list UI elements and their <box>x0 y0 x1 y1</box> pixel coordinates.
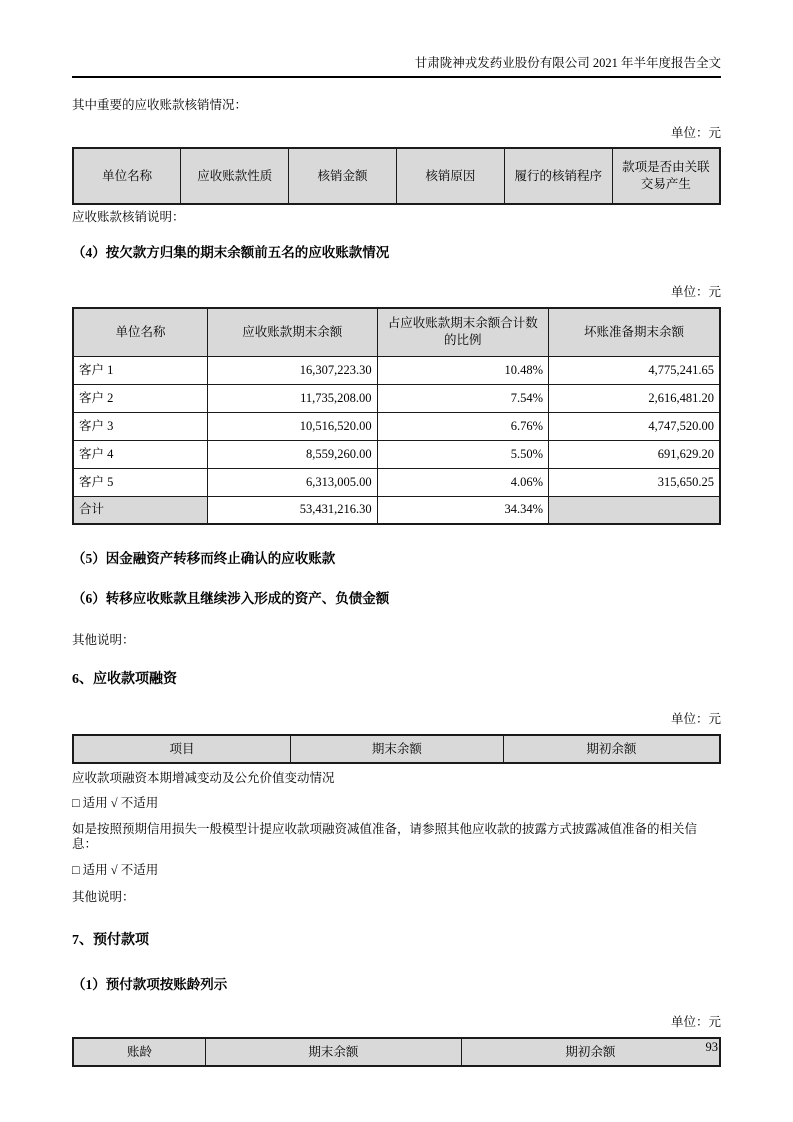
bad-debt-balance: 4,747,520.00 <box>549 412 720 440</box>
total-balance: 53,431,216.30 <box>208 496 378 524</box>
prepayments-aging-table <box>72 1037 721 1067</box>
col-header: 款项是否由关联交易产生 <box>612 148 720 204</box>
bad-debt-balance: 2,616,481.20 <box>549 384 720 412</box>
heading-derecognized-receivables: （5）因金融资产转移而终止确认的应收账款 <box>72 551 336 566</box>
table-header-row <box>73 148 720 204</box>
table-header-row <box>73 1038 720 1066</box>
col-header: 单位名称 <box>73 308 208 356</box>
heading-prepayments-by-aging: （1）预付款项按账龄列示 <box>72 977 228 992</box>
col-header: 期初余额 <box>461 1038 720 1066</box>
writeoff-note-text: 应收账款核销说明： <box>72 210 185 224</box>
ratio: 10.48% <box>377 356 548 384</box>
applicable-checkbox-line: □ 适用 √ 不适用 <box>72 863 159 877</box>
table-row <box>73 440 720 468</box>
impairment-disclosure-text: 如是按照预期信用损失一般模型计提应收款项融资减值准备，请参照其他应收款的披露方式披露减值准备的相关信息： <box>72 822 698 851</box>
other-note-text: 其他说明： <box>72 890 135 904</box>
heading-transferred-receivables: （6）转移应收账款且继续涉入形成的资产、负债金额 <box>72 591 390 606</box>
unit-label: 单位：元 <box>670 126 721 140</box>
ratio: 4.06% <box>377 468 548 496</box>
ending-balance: 6,313,005.00 <box>208 468 378 496</box>
bad-debt-balance: 691,629.20 <box>549 440 720 468</box>
writeoff-table <box>72 147 721 205</box>
table-total-row <box>73 496 720 524</box>
col-header: 账龄 <box>73 1038 206 1066</box>
total-bad-debt <box>549 496 720 524</box>
customer-name: 客户 1 <box>73 356 208 384</box>
col-header: 单位名称 <box>73 148 181 204</box>
customer-name: 客户 4 <box>73 440 208 468</box>
page-number: 93 <box>705 1040 718 1054</box>
table-header-row <box>73 735 720 763</box>
ratio: 5.50% <box>377 440 548 468</box>
financing-change-text: 应收款项融资本期增减变动及公允价值变动情况 <box>72 771 335 785</box>
col-header: 项目 <box>73 735 290 763</box>
bad-debt-balance: 4,775,241.65 <box>549 356 720 384</box>
col-header: 履行的核销程序 <box>504 148 612 204</box>
total-ratio: 34.34% <box>377 496 548 524</box>
top5-receivables-table <box>72 307 721 525</box>
report-header-title: 甘肃陇神戎发药业股份有限公司 2021 年半年度报告全文 <box>72 55 721 78</box>
receivables-financing-table <box>72 734 721 764</box>
other-note-text: 其他说明： <box>72 633 135 647</box>
unit-label: 单位：元 <box>670 1015 721 1029</box>
col-header: 期初余额 <box>503 735 720 763</box>
writeoff-intro-text: 其中重要的应收账款核销情况： <box>72 98 248 112</box>
ratio: 6.76% <box>377 412 548 440</box>
table-header-row <box>73 308 720 356</box>
col-header: 坏账准备期末余额 <box>549 308 720 356</box>
table-row <box>73 356 720 384</box>
table-row <box>73 384 720 412</box>
unit-label: 单位：元 <box>670 712 721 726</box>
table-row <box>73 468 720 496</box>
col-header: 核销原因 <box>396 148 504 204</box>
ending-balance: 8,559,260.00 <box>208 440 378 468</box>
customer-name: 客户 5 <box>73 468 208 496</box>
col-header: 占应收账款期末余额合计数的比例 <box>377 308 548 356</box>
col-header: 应收账款期末余额 <box>208 308 378 356</box>
ending-balance: 10,516,520.00 <box>208 412 378 440</box>
ending-balance: 11,735,208.00 <box>208 384 378 412</box>
col-header: 期末余额 <box>290 735 503 763</box>
ending-balance: 16,307,223.30 <box>208 356 378 384</box>
col-header: 应收账款性质 <box>181 148 289 204</box>
heading-top5-receivables: （4）按欠款方归集的期末余额前五名的应收账款情况 <box>72 245 390 260</box>
col-header: 核销金额 <box>289 148 397 204</box>
table-row <box>73 412 720 440</box>
applicable-checkbox-line: □ 适用 √ 不适用 <box>72 796 159 810</box>
ratio: 7.54% <box>377 384 548 412</box>
heading-receivables-financing: 6、应收款项融资 <box>72 672 177 687</box>
col-header: 期末余额 <box>206 1038 462 1066</box>
total-label: 合计 <box>73 496 208 524</box>
unit-label: 单位：元 <box>670 285 721 299</box>
customer-name: 客户 3 <box>73 412 208 440</box>
heading-prepayments: 7、预付款项 <box>72 933 149 948</box>
customer-name: 客户 2 <box>73 384 208 412</box>
bad-debt-balance: 315,650.25 <box>549 468 720 496</box>
